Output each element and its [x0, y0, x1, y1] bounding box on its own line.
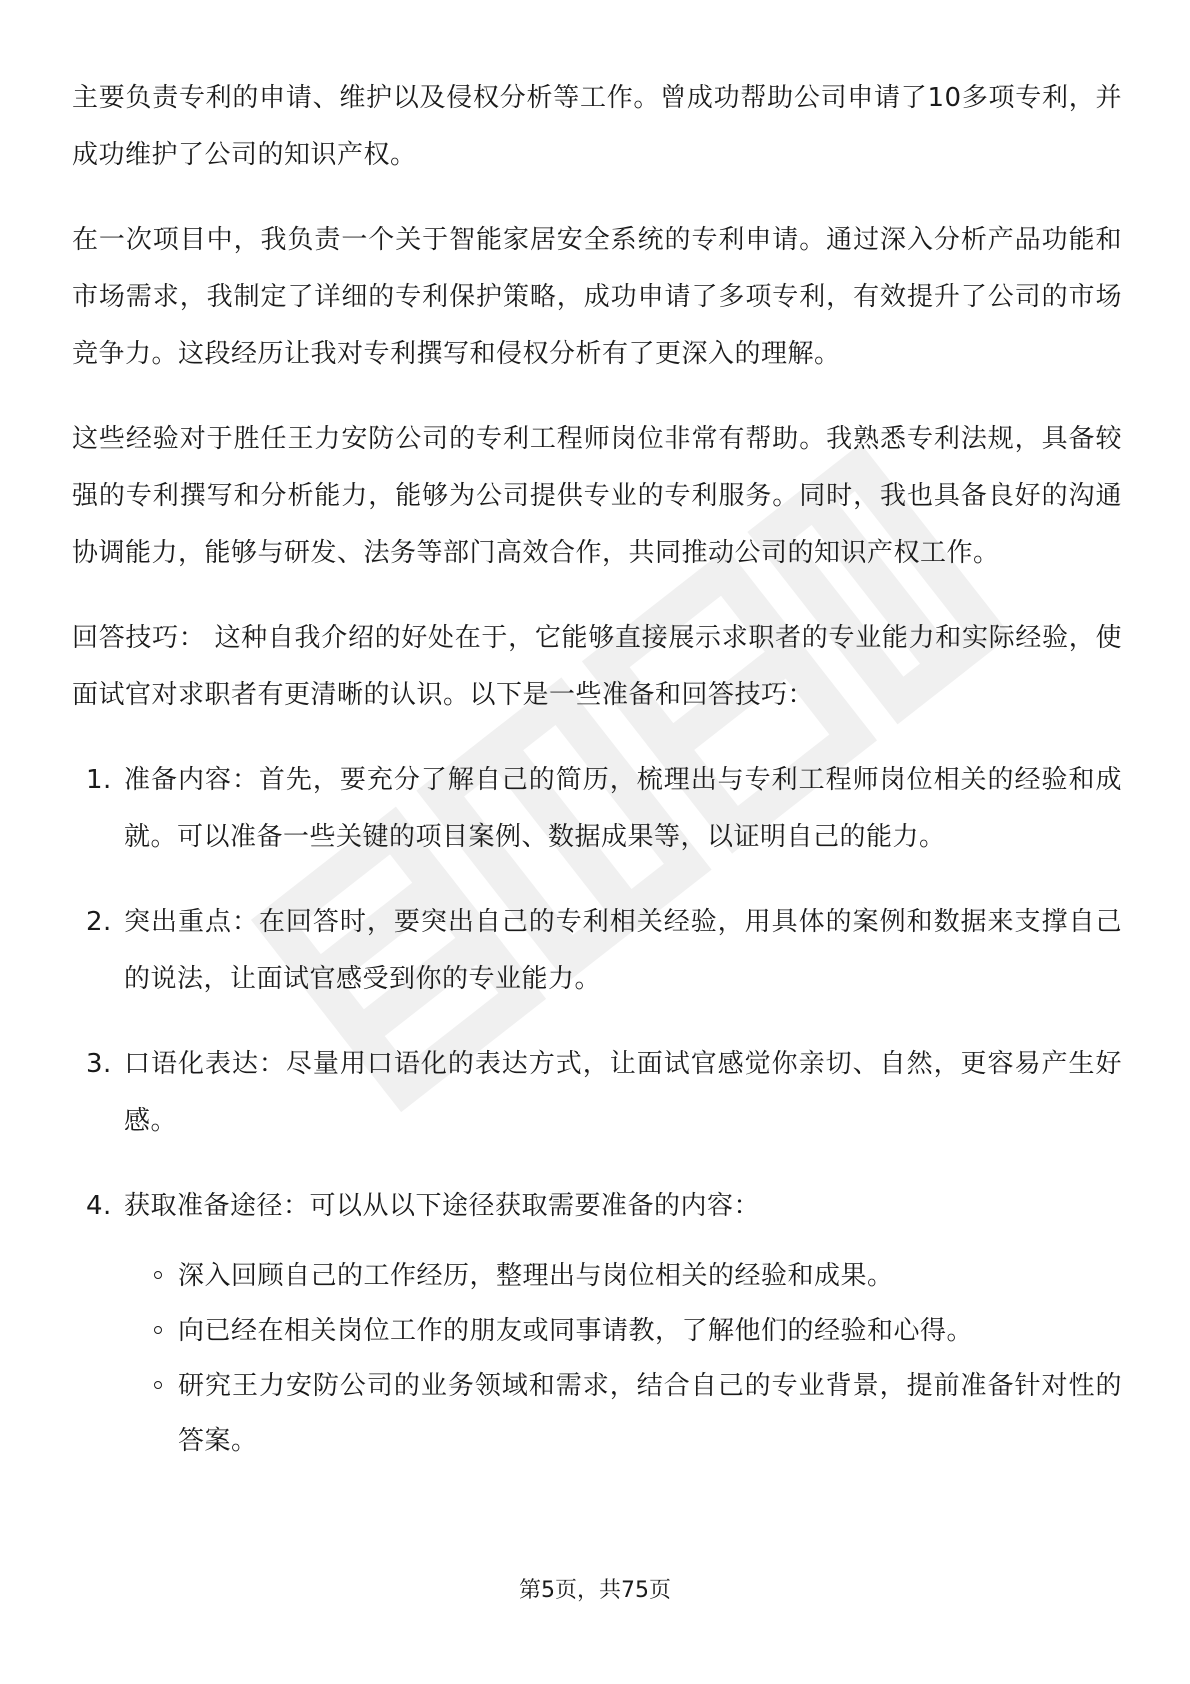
list-item-text: 准备内容：首先，要充分了解自己的简历，梳理出与专利工程师岗位相关的经验和成就。可以准备一些关键的项目案例、数据成果等，以证明自己的能力。 [124, 765, 1122, 852]
list-item-text: 口语化表达：尽量用口语化的表达方式，让面试官感觉你亲切、自然，更容易产生好感。 [124, 1049, 1122, 1136]
paragraph-relevance: 这些经验对于胜任王力安防公司的专利工程师岗位非常有帮助。我熟悉专利法规，具备较强的专利撰写和分析能力，能够为公司提供专业的专利服务。同时，我也具备良好的沟通协调能力，能够与研发、法务等部门高效合作，共同推动公司的知识产权工作。 [72, 424, 1122, 568]
sub-list-item [154, 1304, 1122, 1359]
paragraph-responsibilities: 主要负责专利的申请、维护以及侵权分析等工作。曾成功帮助公司申请了10多项专利，并成功维护了公司的知识产权。 [72, 83, 1122, 170]
sub-list-item-text: 深入回顾自己的工作经历，整理出与岗位相关的经验和成果。 [178, 1261, 894, 1291]
tips-list [72, 752, 1122, 1235]
paragraph-answer-tips-intro: 回答技巧： 这种自我介绍的好处在于，它能够直接展示求职者的专业能力和实际经验，使面试官对求职者有更清晰的认识。以下是一些准备和回答技巧： [72, 623, 1122, 710]
sub-list-item [154, 1249, 1122, 1304]
sub-list-item-text: 向已经在相关岗位工作的朋友或同事请教，了解他们的经验和心得。 [178, 1316, 974, 1346]
sub-list-item-text: 研究王力安防公司的业务领域和需求，结合自己的专业背景，提前准备针对性的答案。 [178, 1371, 1122, 1456]
paragraph-project-experience: 在一次项目中，我负责一个关于智能家居安全系统的专利申请。通过深入分析产品功能和市场需求，我制定了详细的专利保护策略，成功申请了多项专利，有效提升了公司的市场竞争力。这段经历让我对专利撰写和侵权分析有了更深入的理解。 [72, 225, 1122, 369]
list-number: 4. [86, 1191, 112, 1221]
list-item [72, 752, 1122, 866]
hollow-bullet-icon [154, 1381, 162, 1389]
sub-list-item [154, 1359, 1122, 1469]
document-body [72, 70, 1122, 1469]
page-number-footer: 第5页，共75页 [519, 1578, 671, 1603]
list-item [72, 894, 1122, 1008]
list-number: 3. [86, 1049, 112, 1079]
hollow-bullet-icon [154, 1326, 162, 1334]
hollow-bullet-icon [154, 1271, 162, 1279]
list-item-text: 获取准备途径：可以从以下途径获取需要准备的内容： [124, 1191, 761, 1221]
list-number: 2. [86, 907, 112, 937]
sub-list [72, 1249, 1122, 1469]
list-item [72, 1178, 1122, 1235]
list-number: 1. [86, 765, 112, 795]
list-item [72, 1036, 1122, 1150]
list-item-text: 突出重点：在回答时，要突出自己的专利相关经验，用具体的案例和数据来支撑自己的说法，让面试官感受到你的专业能力。 [124, 907, 1122, 994]
